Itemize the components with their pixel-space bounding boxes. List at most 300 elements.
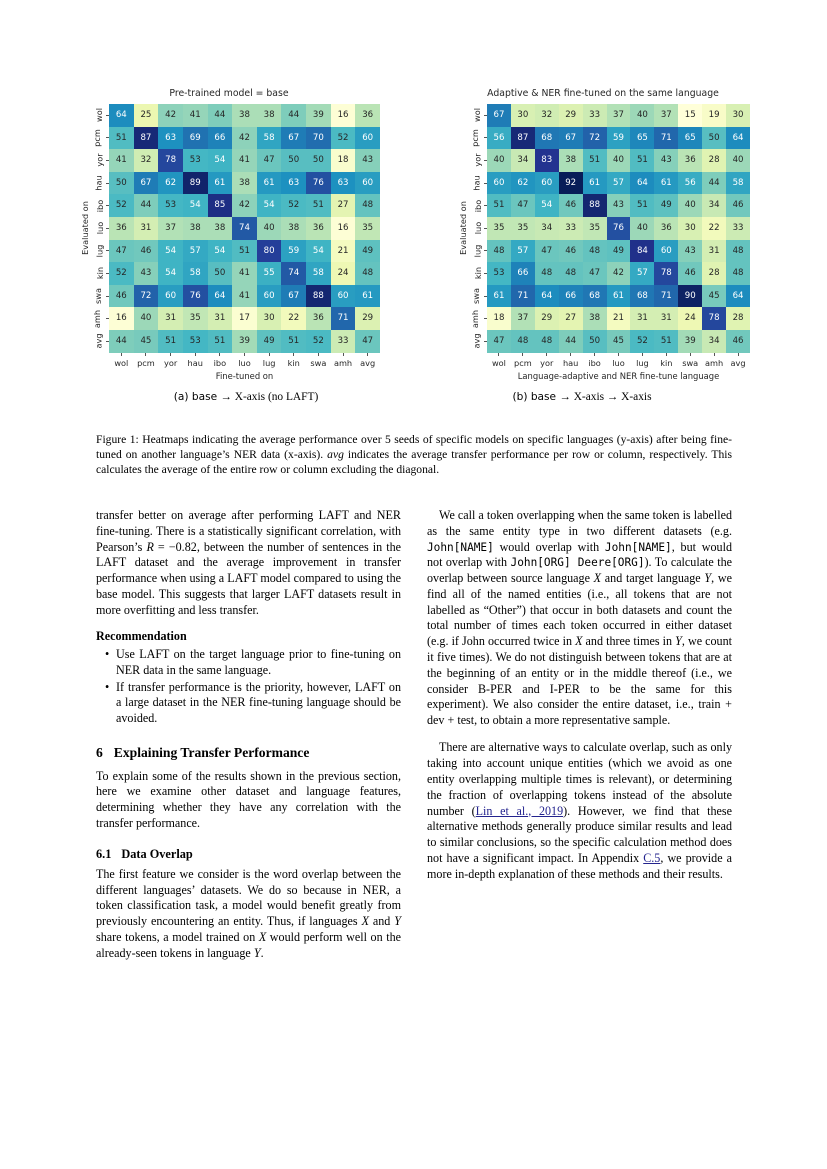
heatmap-cell: 60 — [535, 172, 559, 195]
heatmap-cell: 84 — [630, 240, 654, 263]
xtick-mark — [331, 353, 356, 356]
heatmap-cell: 58 — [306, 262, 331, 285]
xtick-mark — [257, 353, 282, 356]
heatmap-cell: 44 — [559, 330, 583, 353]
xtick-label: lug — [262, 357, 276, 368]
heatmap-b-grid — [487, 104, 750, 353]
xtick-mark — [678, 353, 702, 356]
heatmap-cell: 50 — [281, 149, 306, 172]
heatmap-cell: 40 — [726, 149, 750, 172]
xtick-label: lug — [636, 357, 649, 368]
heatmap-cell: 74 — [232, 217, 257, 240]
heatmap-cell: 74 — [281, 262, 306, 285]
subsection-title: Data Overlap — [121, 846, 193, 861]
target-language-Y-2: Y — [675, 634, 682, 649]
xtick-label: amh — [705, 357, 724, 368]
heatmap-cell: 35 — [583, 217, 607, 240]
heatmap-cell: 22 — [281, 307, 306, 330]
heatmap-cell: 52 — [281, 194, 306, 217]
ytick-label: hau — [93, 175, 104, 191]
heatmap-cell: 42 — [232, 194, 257, 217]
language-Y-symbol: Y — [394, 914, 401, 929]
heatmap-cell: 68 — [630, 285, 654, 308]
paragraph-token-overlap-definition — [427, 508, 732, 729]
heatmap-cell: 64 — [109, 104, 134, 127]
heatmap-cell: 39 — [232, 330, 257, 353]
xtick-label: wol — [114, 357, 129, 368]
heatmap-cell: 47 — [511, 194, 535, 217]
heatmap-cell: 28 — [726, 307, 750, 330]
heatmap-cell: 64 — [630, 172, 654, 195]
ytick-label: avg — [93, 333, 104, 349]
heatmap-cell: 40 — [607, 149, 631, 172]
ytick-label: luo — [472, 222, 483, 235]
heatmap-cell: 48 — [355, 194, 380, 217]
heatmap-a-xlabel: Fine-tuned on — [215, 370, 274, 381]
heatmap-a-ylabel-wrap — [78, 104, 91, 353]
heatmap-cell: 61 — [654, 172, 678, 195]
heatmap-cell: 24 — [678, 307, 702, 330]
section-heading-6 — [96, 744, 401, 762]
equals-sign: = — [153, 539, 169, 554]
recommendation-list — [96, 647, 401, 727]
xtick-mark — [559, 353, 583, 356]
heatmap-cell: 60 — [487, 172, 511, 195]
xtick-label: wol — [491, 357, 506, 368]
ytick-label: kin — [472, 267, 483, 280]
xtick-mark — [281, 353, 306, 356]
heatmap-cell: 71 — [331, 307, 356, 330]
heatmap-b-title: Adaptive & NER fine-tuned on the same language — [487, 88, 719, 99]
heatmap-cell: 21 — [331, 240, 356, 263]
paragraph-explain-results: To explain some of the results shown in the previous section, here we examine other dataset and language features, determining whether they have any correlation with the transfer performance. — [96, 768, 401, 830]
heatmap-cell: 67 — [487, 104, 511, 127]
heatmap-cell: 51 — [208, 330, 233, 353]
subcaption-a — [78, 391, 414, 403]
heatmap-cell: 30 — [726, 104, 750, 127]
heatmap-cell: 60 — [331, 285, 356, 308]
heatmap-cell: 49 — [607, 240, 631, 263]
heatmap-cell: 42 — [232, 127, 257, 150]
xtick-mark — [183, 353, 208, 356]
ytick-label: pcm — [92, 129, 103, 147]
heatmap-cell: 53 — [183, 149, 208, 172]
heatmap-cell: 43 — [654, 149, 678, 172]
xtick-mark — [355, 353, 380, 356]
xtick-label: amh — [333, 357, 353, 368]
heatmap-cell: 48 — [535, 262, 559, 285]
heatmap-cell: 54 — [208, 240, 233, 263]
heatmap-cell: 31 — [630, 307, 654, 330]
heatmap-a-grid — [109, 104, 380, 353]
heatmap-cell: 38 — [232, 104, 257, 127]
appendix-link-c5[interactable]: C.5 — [643, 850, 661, 865]
heatmap-cell: 29 — [559, 104, 583, 127]
xtick-mark — [208, 353, 233, 356]
heatmap-cell: 40 — [678, 194, 702, 217]
heatmap-cell: 71 — [654, 127, 678, 150]
heatmap-cell: 61 — [583, 172, 607, 195]
heatmap-cell: 16 — [331, 217, 356, 240]
p1-f: , we find all of the named entities (i.e., all tokens that are not labelled as “Other”) that occur in both datasets and count the total number of times each token occurred in either dataset (e.g. if John occurred twice in — [427, 571, 732, 649]
heatmap-cell: 40 — [487, 149, 511, 172]
heatmap-cell: 29 — [535, 307, 559, 330]
para3-c: would perform well on the already-seen tokens in language — [96, 929, 401, 960]
citation-lin-et-al-2019[interactable]: Lin et al., 2019 — [475, 803, 564, 818]
para1-a: transfer better on average after performing LAFT and NER fine-tuning. There is a statistically significant correlation, with Pearson’s — [96, 508, 401, 554]
subcaption-b-body: → X-axis → X-axis — [559, 390, 652, 403]
heatmap-cell: 35 — [511, 217, 535, 240]
heatmap-cell: 31 — [654, 307, 678, 330]
heatmap-cell: 51 — [109, 127, 134, 150]
heatmap-cell: 47 — [535, 240, 559, 263]
heatmap-cell: 51 — [306, 194, 331, 217]
heatmap-cell: 47 — [583, 262, 607, 285]
p1-d: ). To calculate the overlap between source language — [427, 555, 732, 586]
heatmap-cell: 48 — [487, 240, 511, 263]
language-Y-symbol-2: Y — [253, 945, 261, 960]
heatmap-cell: 46 — [726, 194, 750, 217]
xtick-mark — [134, 353, 159, 356]
heatmap-cell: 60 — [355, 127, 380, 150]
language-X-symbol: X — [361, 914, 369, 929]
heatmap-cell: 37 — [607, 104, 631, 127]
p1-g: and three times in — [582, 634, 676, 649]
heatmap-cell: 63 — [158, 127, 183, 150]
heatmap-cell: 24 — [331, 262, 356, 285]
heatmap-cell: 54 — [257, 194, 282, 217]
ytick-label: wol — [94, 108, 105, 123]
heatmap-cell: 15 — [678, 104, 702, 127]
heatmap-cell: 40 — [630, 217, 654, 240]
heatmap-cell: 50 — [583, 330, 607, 353]
heatmap-cell: 45 — [134, 330, 159, 353]
heatmap-cell: 51 — [158, 330, 183, 353]
subcaption-a-prefix: (a) base — [173, 390, 221, 403]
heatmap-cell: 83 — [535, 149, 559, 172]
heatmap-cell: 36 — [355, 104, 380, 127]
paragraph-laft-correlation — [96, 508, 401, 618]
heatmap-cell: 44 — [702, 172, 726, 195]
heatmap-cell: 45 — [607, 330, 631, 353]
heatmap-cell: 46 — [726, 330, 750, 353]
heatmap-cell: 48 — [726, 240, 750, 263]
xtick-label: avg — [730, 357, 746, 368]
heatmap-cell: 58 — [183, 262, 208, 285]
heatmap-cell: 29 — [355, 307, 380, 330]
xtick-label: avg — [360, 357, 376, 368]
heatmap-cell: 25 — [134, 104, 159, 127]
heatmap-cell: 51 — [281, 330, 306, 353]
figure-caption-part1: Heatmaps indicating the average performance over 5 seeds of specific models on specific languages (y-axis) after being fine-tuned on another language’s NER data (x-axis). — [96, 433, 733, 462]
heatmap-cell: 31 — [208, 307, 233, 330]
heatmap-cell: 19 — [702, 104, 726, 127]
heatmap-cell: 67 — [281, 127, 306, 150]
ytick-label: avg — [471, 333, 482, 349]
heatmap-cell: 52 — [109, 194, 134, 217]
heatmap-cell: 32 — [134, 149, 159, 172]
heatmap-cell: 46 — [559, 240, 583, 263]
heatmap-cell: 67 — [281, 285, 306, 308]
p1-b: would overlap with — [493, 539, 605, 554]
code-john-name-2: John[NAME] — [604, 540, 672, 554]
heatmap-cell: 92 — [559, 172, 583, 195]
heatmap-cell: 54 — [158, 240, 183, 263]
paragraph-alternative-overlap-methods — [427, 740, 732, 882]
heatmap-cell: 46 — [678, 262, 702, 285]
ytick-label: luo — [94, 222, 105, 235]
heatmap-cell: 36 — [306, 217, 331, 240]
heatmap-cell: 78 — [158, 149, 183, 172]
heatmap-cell: 68 — [535, 127, 559, 150]
heatmap-cell: 51 — [583, 149, 607, 172]
heatmap-cell: 38 — [183, 217, 208, 240]
heatmap-cell: 78 — [654, 262, 678, 285]
heatmap-cell: 43 — [355, 149, 380, 172]
heatmap-cell: 43 — [607, 194, 631, 217]
heatmap-cell: 59 — [607, 127, 631, 150]
ytick-label: lug — [94, 244, 105, 258]
xtick-label: pcm — [137, 357, 155, 368]
p2-a: There are alternative ways to calculate overlap, such as only taking into account unique entities (which we avoid as one entity overlapping multiple times is relevant), or determining the fraction of overlapping tokens instead of the absolute number ( — [427, 740, 732, 818]
xtick-label: yor — [163, 357, 178, 368]
heatmap-cell: 38 — [583, 307, 607, 330]
xtick-label: kin — [287, 357, 300, 368]
heatmap-cell: 33 — [559, 217, 583, 240]
xtick-label: luo — [612, 357, 625, 368]
heatmap-cell: 76 — [607, 217, 631, 240]
xtick-mark — [702, 353, 726, 356]
subcaption-b-prefix: (b) base — [512, 390, 560, 403]
p1-h: , we count it five times). We do not distinguish between tokens that are at the beginning of an entity or in the middle thereof (i.e., we consider B-PER and I-PER to be the same for this experiment). We also consider the entire dataset, i.e., train + dev + test, to obtain a more representative sample. — [427, 634, 733, 728]
heatmap-cell: 61 — [257, 172, 282, 195]
heatmap-cell: 50 — [702, 127, 726, 150]
heatmap-cell: 57 — [183, 240, 208, 263]
heatmap-cell: 49 — [355, 240, 380, 263]
heatmap-cell: 55 — [257, 262, 282, 285]
heatmap-cell: 60 — [355, 172, 380, 195]
heatmap-cell: 88 — [583, 194, 607, 217]
heatmap-cell: 52 — [331, 127, 356, 150]
heatmap-cell: 35 — [487, 217, 511, 240]
heatmap-cell: 46 — [134, 240, 159, 263]
p1-a: We call a token overlapping when the same token is labelled as the same entity type in two different datasets (e.g. — [427, 508, 732, 538]
heatmap-cell: 16 — [109, 307, 134, 330]
xtick-label: pcm — [514, 357, 532, 368]
heatmap-cell: 54 — [306, 240, 331, 263]
heatmap-cell: 51 — [487, 194, 511, 217]
subcaption-a-body: → X-axis (no LAFT) — [220, 390, 319, 403]
heatmap-cell: 38 — [208, 217, 233, 240]
xtick-label: luo — [238, 357, 251, 368]
heatmap-cell: 54 — [183, 194, 208, 217]
language-X-symbol-2: X — [258, 929, 267, 944]
xtick-mark — [109, 353, 134, 356]
heatmap-cell: 78 — [702, 307, 726, 330]
heatmap-cell: 44 — [134, 194, 159, 217]
ytick-label: ibo — [472, 199, 483, 212]
heatmap-cell: 36 — [654, 217, 678, 240]
heatmap-cell: 18 — [487, 307, 511, 330]
list-item: • Use LAFT on the target language prior to fine-tuning on NER data in the same language. — [116, 647, 401, 678]
heatmap-cell: 87 — [134, 127, 159, 150]
xtick-label: hau — [562, 357, 579, 368]
heatmap-cell: 44 — [281, 104, 306, 127]
heatmap-cell: 53 — [183, 330, 208, 353]
body-column-right — [427, 508, 732, 882]
ytick-label: amh — [91, 309, 102, 328]
heatmap-cell: 88 — [306, 285, 331, 308]
heatmap-cell: 28 — [702, 262, 726, 285]
para3-and: and — [368, 914, 395, 929]
xtick-mark — [583, 353, 607, 356]
heatmap-cell: 50 — [306, 149, 331, 172]
xtick-mark — [607, 353, 631, 356]
heatmap-cell: 34 — [535, 217, 559, 240]
p1-c: , but would not overlap with — [427, 539, 732, 570]
heatmap-cell: 34 — [702, 330, 726, 353]
heatmap-cell: 64 — [535, 285, 559, 308]
heatmap-cell: 46 — [559, 194, 583, 217]
figure-caption-avg: avg — [327, 448, 344, 462]
heatmap-cell: 49 — [257, 330, 282, 353]
ytick-label: wol — [472, 108, 483, 123]
xtick-label: kin — [660, 357, 673, 368]
heatmap-cell: 50 — [208, 262, 233, 285]
xtick-mark — [306, 353, 331, 356]
para3-a: The first feature we consider is the word overlap between the different languages’ datasets. We do so because in NER, a token classification task, a model would benefit greatly from previously encountering an entity. Thus, if languages — [96, 866, 401, 929]
pearson-R-symbol: R — [146, 539, 154, 554]
figure-caption-part2: indicates the average transfer performance per row or column, respectively. This calculates the average of the entire row or column excluding the diagonal. — [96, 448, 732, 477]
heatmap-cell: 35 — [355, 217, 380, 240]
xtick-label: hau — [187, 357, 203, 368]
heatmap-cell: 61 — [208, 172, 233, 195]
code-john-name-1: John[NAME] — [427, 540, 494, 554]
heatmap-cell: 54 — [535, 194, 559, 217]
heatmap-cell: 37 — [511, 307, 535, 330]
heatmap-a-ylabel: Evaluated on — [79, 201, 90, 256]
heatmap-cell: 44 — [208, 104, 233, 127]
heatmap-cell: 47 — [109, 240, 134, 263]
heatmap-cell: 52 — [109, 262, 134, 285]
heatmap-b-xtick-marks — [487, 353, 750, 356]
xtick-mark — [158, 353, 183, 356]
heatmap-cell: 67 — [559, 127, 583, 150]
heatmap-cell: 89 — [183, 172, 208, 195]
heatmap-cell: 56 — [487, 127, 511, 150]
heatmap-cell: 27 — [559, 307, 583, 330]
heatmap-cell: 63 — [331, 172, 356, 195]
para3-d: . — [260, 945, 264, 960]
heatmap-cell: 72 — [134, 285, 159, 308]
heatmap-cell: 51 — [630, 149, 654, 172]
heatmap-cell: 50 — [109, 172, 134, 195]
heatmap-cell: 69 — [183, 127, 208, 150]
heatmap-cell: 39 — [678, 330, 702, 353]
heatmap-cell: 66 — [208, 127, 233, 150]
heatmap-cell: 47 — [257, 149, 282, 172]
heatmap-cell: 31 — [702, 240, 726, 263]
heatmap-cell: 21 — [607, 307, 631, 330]
heatmap-cell: 76 — [306, 172, 331, 195]
heatmap-cell: 28 — [702, 149, 726, 172]
heatmap-cell: 33 — [583, 104, 607, 127]
heatmap-cell: 61 — [487, 285, 511, 308]
xtick-mark — [630, 353, 654, 356]
source-language-X-2: X — [575, 634, 583, 649]
heatmap-cell: 66 — [559, 285, 583, 308]
xtick-label: yor — [540, 357, 554, 368]
heatmap-cell: 58 — [257, 127, 282, 150]
heatmap-cell: 43 — [134, 262, 159, 285]
xtick-mark — [232, 353, 257, 356]
heatmap-cell: 41 — [232, 262, 257, 285]
list-item: • If transfer performance is the priority, however, LAFT on a large dataset in the NER fine-tuning language should be avoided. — [116, 680, 401, 727]
heatmap-cell: 80 — [257, 240, 282, 263]
heatmap-cell: 54 — [158, 262, 183, 285]
heatmap-cell: 52 — [306, 330, 331, 353]
heatmap-b — [456, 88, 750, 381]
p2-b: ). However, we find that these alternative methods generally produce similar results and lead to similar conclusions, so the specific calculation method does not have a significant impact. In Appendix — [427, 803, 732, 865]
heatmap-cell: 36 — [109, 217, 134, 240]
ytick-label: kin — [94, 267, 105, 280]
heatmap-cell: 36 — [306, 307, 331, 330]
heatmap-cell: 60 — [158, 285, 183, 308]
heatmap-cell: 18 — [331, 149, 356, 172]
heatmap-cell: 47 — [487, 330, 511, 353]
heatmap-cell: 62 — [511, 172, 535, 195]
heatmap-cell: 49 — [654, 194, 678, 217]
heatmap-cell: 31 — [134, 217, 159, 240]
p2-c: , we provide a more in-depth explanation of these methods and their results. — [427, 850, 732, 881]
heatmap-cell: 40 — [257, 217, 282, 240]
heatmap-cell: 38 — [281, 217, 306, 240]
heatmap-cell: 76 — [183, 285, 208, 308]
subsection-number: 6.1 — [96, 846, 112, 861]
heatmap-cell: 60 — [257, 285, 282, 308]
heatmap-cell: 41 — [232, 285, 257, 308]
heatmap-cell: 44 — [109, 330, 134, 353]
ytick-label: ibo — [94, 199, 105, 212]
para1-b: , between the number of sentences in the LAFT dataset and the average improvement in transfer performance when using a LAFT model compared to using the base model. This suggests that larger LAFT datasets result in more overfitting and less transfer. — [96, 539, 401, 617]
heatmap-cell: 57 — [511, 240, 535, 263]
heatmap-cell: 54 — [208, 149, 233, 172]
heatmap-cell: 51 — [654, 330, 678, 353]
heatmap-cell: 30 — [511, 104, 535, 127]
heatmap-b-xlabel: Language-adaptive and NER fine-tune language — [517, 370, 720, 381]
heatmap-cell: 60 — [654, 240, 678, 263]
p1-e: and target language — [601, 571, 705, 586]
heatmap-cell: 39 — [306, 104, 331, 127]
heatmap-cell: 41 — [183, 104, 208, 127]
heatmap-cell: 64 — [726, 285, 750, 308]
xtick-label: swa — [682, 357, 699, 368]
pearson-R-value: −0.82 — [168, 539, 197, 554]
heatmap-b-xtick-labels — [487, 358, 750, 368]
xtick-mark — [535, 353, 559, 356]
code-john-deere-org: John[ORG] Deere[ORG] — [510, 556, 645, 570]
xtick-label: swa — [310, 357, 327, 368]
heatmap-cell: 34 — [702, 194, 726, 217]
ytick-label: swa — [93, 288, 104, 305]
xtick-mark — [487, 353, 511, 356]
heatmap-cell: 64 — [726, 127, 750, 150]
heatmap-cell: 48 — [535, 330, 559, 353]
heatmap-cell: 38 — [232, 172, 257, 195]
heatmap-cell: 31 — [158, 307, 183, 330]
heatmap-cell: 85 — [208, 194, 233, 217]
heatmap-cell: 33 — [331, 330, 356, 353]
